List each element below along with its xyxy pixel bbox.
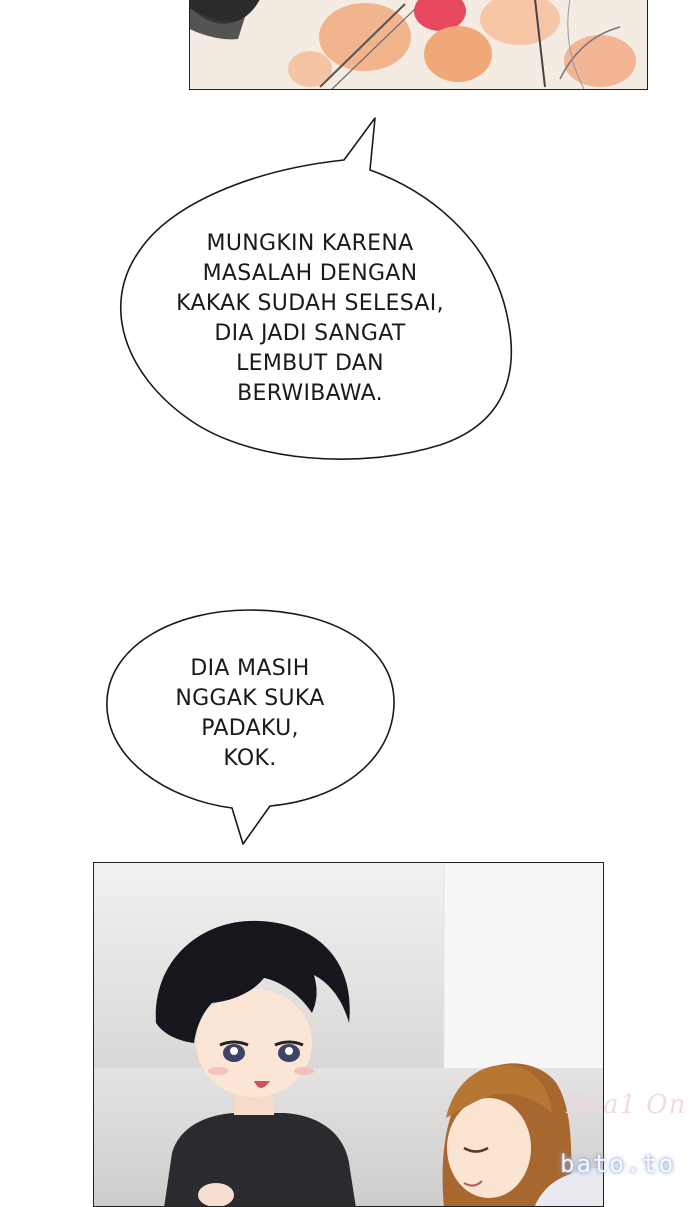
- speech-bubble-1: [0, 0, 700, 480]
- watermark-script: Rea1 On: [566, 1090, 687, 1120]
- speech-bubble-2: [0, 600, 700, 860]
- speech-bubble-1-text: MUNGKIN KARENA MASALAH DENGAN KAKAK SUDAH SELESAI, DIA JADI SANGAT LEMBUT DAN BERWIBAWA.: [176, 231, 444, 406]
- speech-bubble-2-text: DIA MASIH NGGAK SUKA PADAKU, KOK.: [175, 656, 325, 771]
- watermark-site: bato.to: [560, 1150, 676, 1178]
- bottom-comic-panel: [93, 862, 604, 1207]
- bottom-panel-artwork: [94, 863, 604, 1207]
